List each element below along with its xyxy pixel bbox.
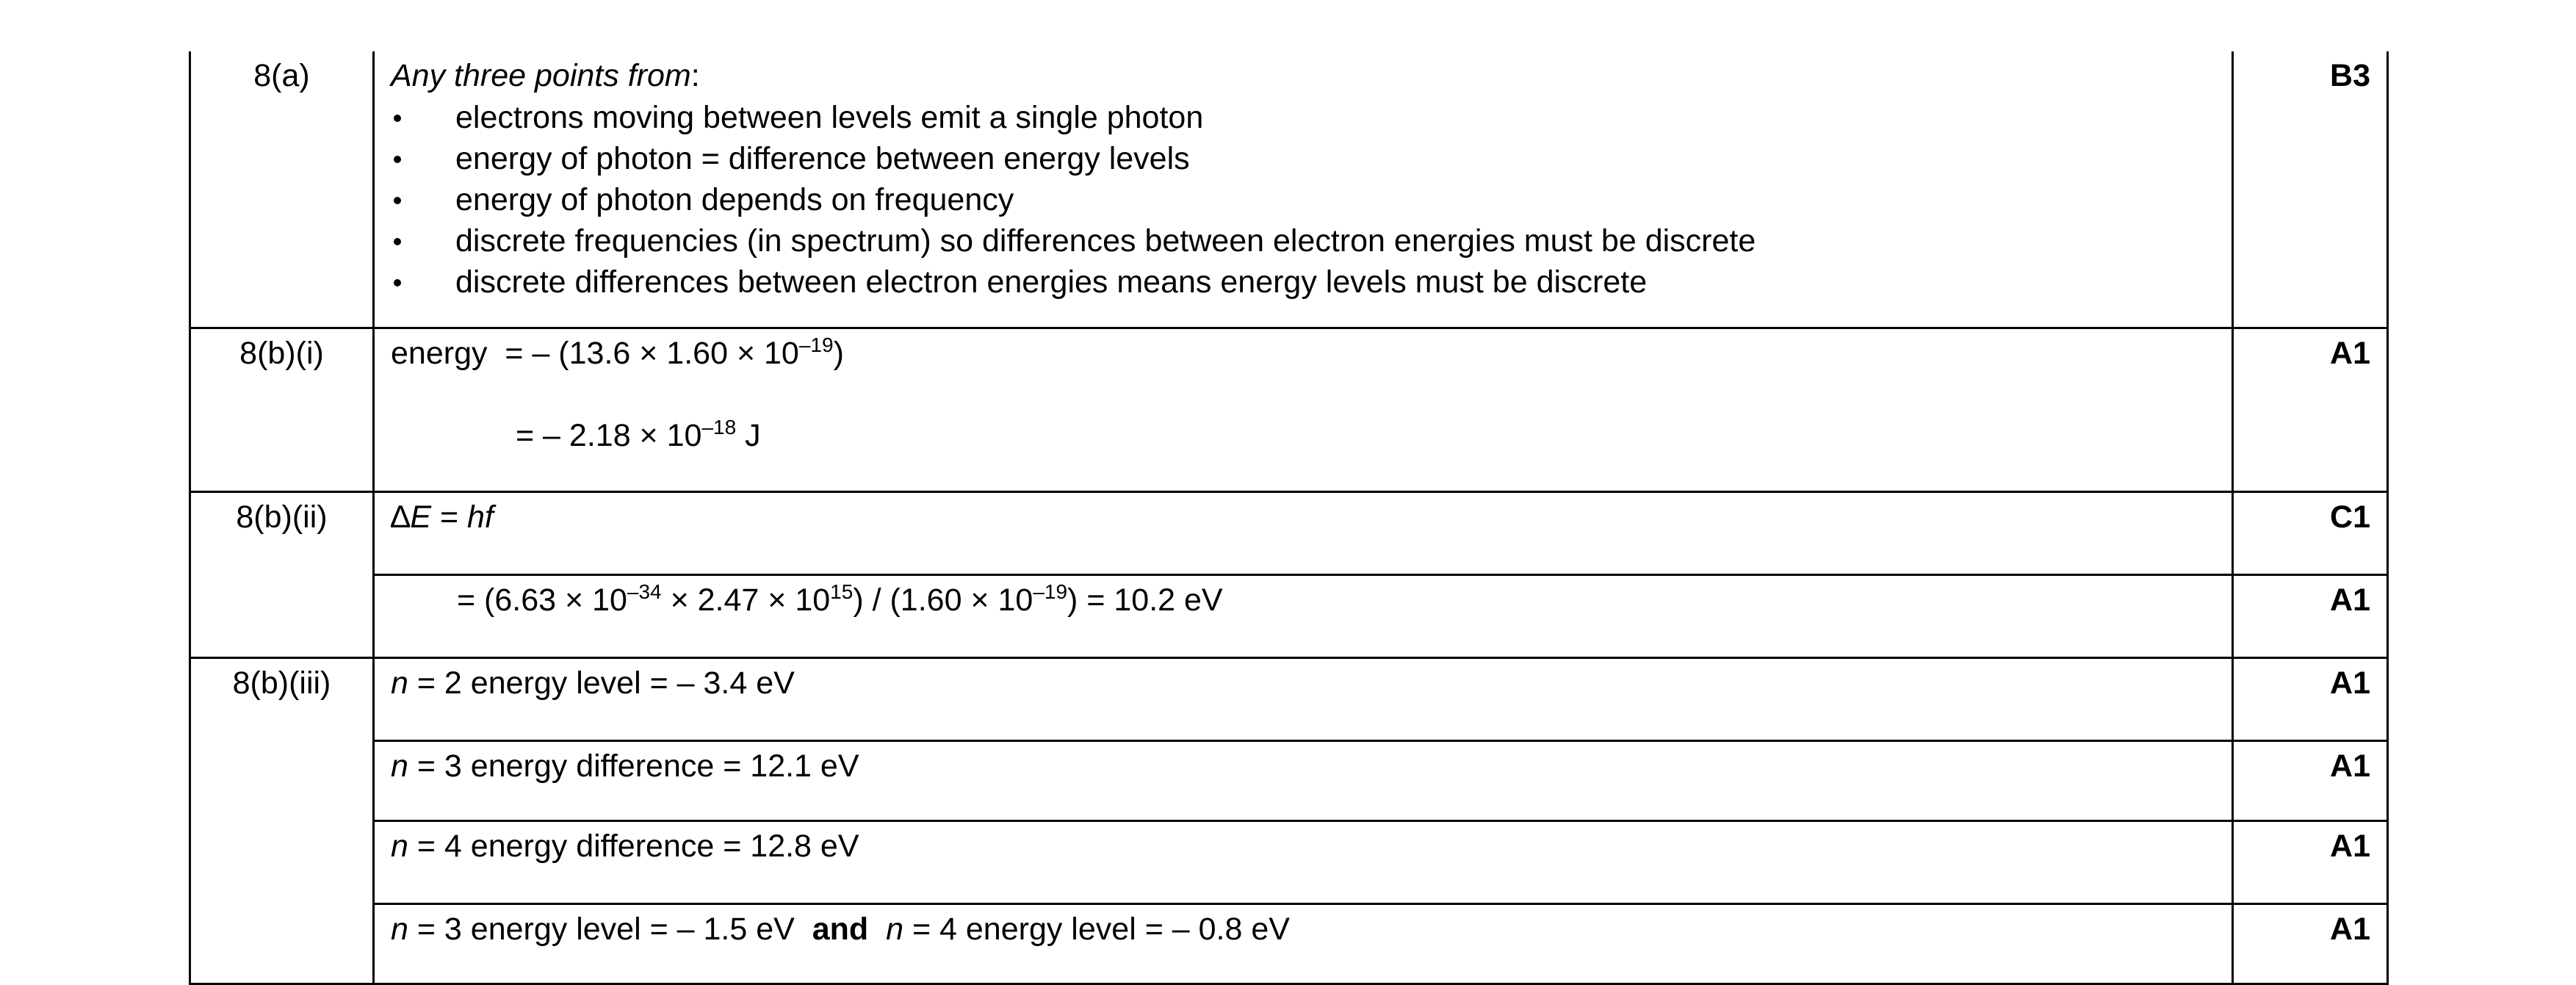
line-text: = 3 energy difference = 12.1 eV	[408, 748, 859, 784]
spacer	[868, 912, 886, 947]
line-text: = 2 energy level = – 3.4 eV	[408, 665, 795, 701]
expression-part: ) / (1.60 × 10	[853, 582, 1033, 618]
exponent: 15	[830, 580, 854, 603]
expression-part: = (6.63 × 10	[457, 582, 627, 618]
row-8bii-calc	[190, 575, 2388, 658]
answer-cell	[374, 328, 2233, 492]
answer-cell	[374, 51, 2233, 328]
mark-cell: C1	[2233, 492, 2388, 575]
mark-cell: A1	[2233, 904, 2388, 984]
list-item: discrete frequencies (in spectrum) so differences between electron energies must be discrete	[391, 220, 2217, 261]
expression-part: × 2.47 × 10	[661, 582, 831, 618]
row-8biii-3	[190, 821, 2388, 904]
answer-cell	[374, 741, 2233, 821]
expression-part: = – 2.18 × 10	[516, 417, 702, 453]
mark-cell: B3	[2233, 51, 2388, 328]
line-text: = 4 energy difference = 12.8 eV	[408, 829, 859, 864]
n-symbol: n	[391, 912, 408, 947]
list-item: energy of photon depends on frequency	[391, 179, 2217, 220]
energy-word: energy	[391, 336, 488, 371]
intro-colon: :	[690, 58, 700, 93]
delta-symbol: ∆	[391, 499, 411, 535]
list-item: energy of photon = difference between energy levels	[391, 138, 2217, 179]
mark-cell: A1	[2233, 328, 2388, 492]
list-item: electrons moving between levels emit a single photon	[391, 97, 2217, 138]
mark-cell: A1	[2233, 741, 2388, 821]
row-8biii-2	[190, 741, 2388, 821]
n-symbol: n	[886, 912, 904, 947]
answer-cell	[374, 658, 2233, 741]
energy-line	[391, 909, 2217, 950]
hf-term: hf	[467, 499, 494, 535]
expression-part: = – (13.6 × 1.60 × 10	[505, 336, 799, 371]
calculation-line	[391, 580, 2217, 621]
n-symbol: n	[391, 748, 408, 784]
exponent: –18	[701, 415, 737, 439]
intro-text: Any three points from	[391, 58, 691, 93]
energy-result	[391, 416, 2217, 457]
exponent: –19	[798, 333, 834, 356]
row-8bi	[190, 328, 2388, 492]
question-label: 8(b)(i)	[190, 328, 374, 492]
row-8biii-4	[190, 904, 2388, 984]
energy-line	[391, 663, 2217, 704]
equals: =	[431, 499, 468, 535]
delta-e-equation	[391, 497, 2217, 538]
line-text: = 4 energy level = – 0.8 eV	[903, 912, 1290, 947]
mark-cell: A1	[2233, 821, 2388, 904]
mark-cell: A1	[2233, 658, 2388, 741]
exponent: –19	[1033, 580, 1068, 603]
n-symbol: n	[391, 829, 408, 864]
and-word: and	[812, 912, 869, 947]
row-8bii	[190, 492, 2388, 575]
expression-part: J	[736, 417, 761, 453]
expression-part: )	[833, 336, 844, 371]
question-label: 8(b)(iii)	[190, 658, 374, 984]
answer-cell	[374, 492, 2233, 575]
line-text: = 3 energy level = – 1.5 eV	[408, 912, 812, 947]
energy-line	[391, 746, 2217, 787]
row-8biii	[190, 658, 2388, 741]
mark-cell: A1	[2233, 575, 2388, 658]
answer-cell	[374, 904, 2233, 984]
list-item: discrete differences between electron energies means energy levels must be discrete	[391, 261, 2217, 303]
answer-cell	[374, 821, 2233, 904]
question-label: 8(a)	[190, 51, 374, 328]
energy-line	[391, 826, 2217, 867]
question-label: 8(b)(ii)	[190, 492, 374, 658]
n-symbol: n	[391, 665, 408, 701]
exponent: –34	[627, 580, 662, 603]
energy-symbol: E	[410, 499, 431, 535]
mark-scheme-table	[189, 51, 2389, 985]
energy-expression	[391, 333, 2217, 375]
intro-line	[391, 56, 2217, 97]
points-list	[391, 97, 2217, 303]
expression-part: ) = 10.2 eV	[1067, 582, 1223, 618]
row-8a	[190, 51, 2388, 328]
answer-cell	[374, 575, 2233, 658]
